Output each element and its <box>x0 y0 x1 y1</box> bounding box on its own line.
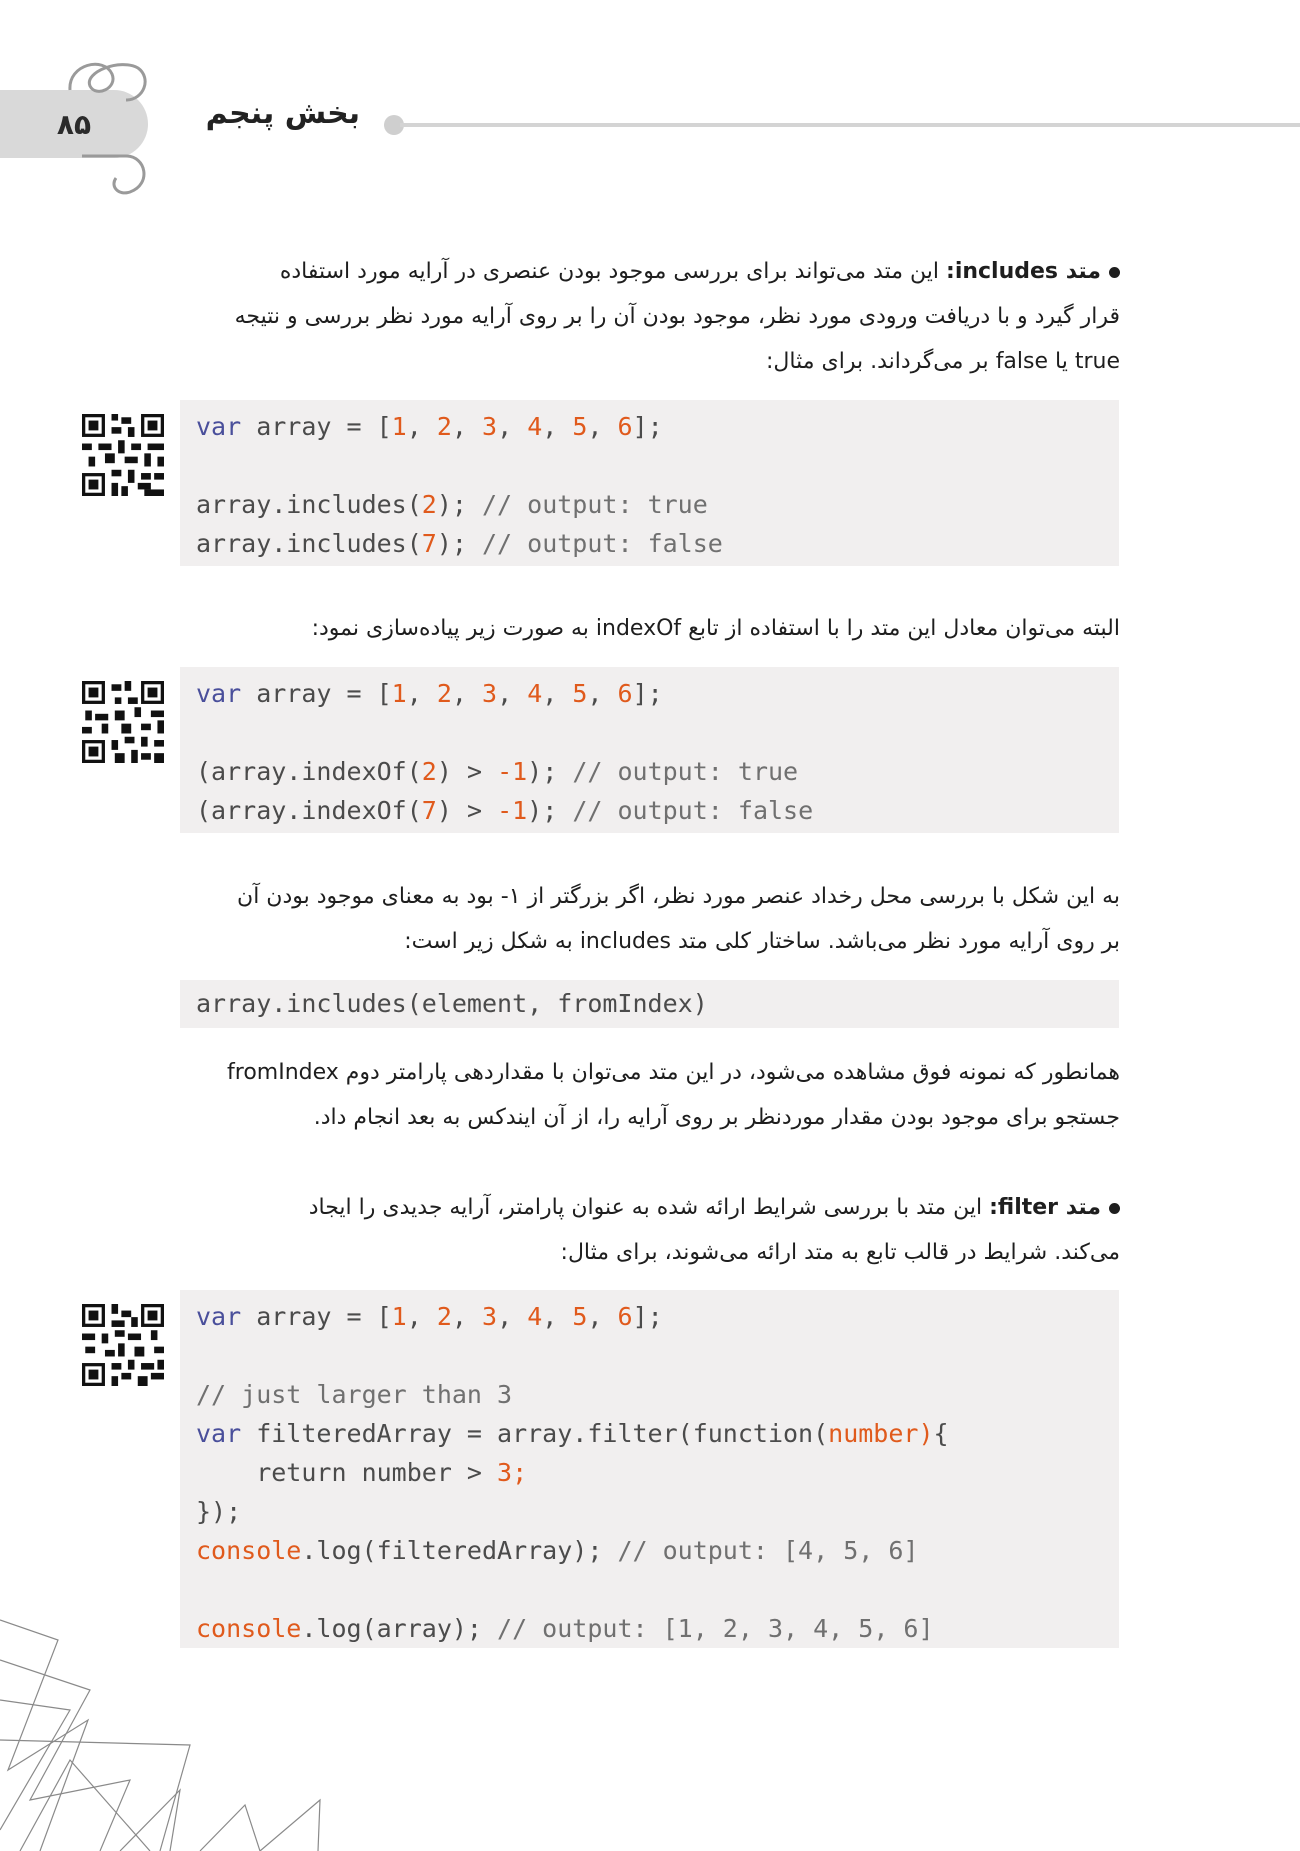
code-token: (array.indexOf( <box>196 796 422 825</box>
explain-paragraph <box>180 874 1120 964</box>
code-token: 7 <box>421 529 437 558</box>
code-token: , <box>497 679 528 708</box>
indexof-intro <box>180 606 1120 651</box>
code-block-syntax <box>180 980 1119 1028</box>
code-token: 5 <box>572 1302 588 1331</box>
paragraph-line: قرار گیرد و با دریافت ورودی مورد نظر، موجود بودن آن را بر روی آرایه مورد نظر بررسی و نتیجه <box>234 304 1120 329</box>
code-token: // just larger than 3 <box>196 1380 513 1409</box>
code-token: 2 <box>436 412 452 441</box>
code-line <box>196 1570 1119 1609</box>
code-token: 6 <box>617 1302 633 1331</box>
header-rule <box>400 123 1300 127</box>
code-token: ) > <box>436 796 498 825</box>
code-token: 2 <box>421 490 437 519</box>
code-token: 1 <box>391 679 407 708</box>
code-token: 2 <box>421 757 437 786</box>
code-token: , <box>451 679 483 708</box>
code-line <box>196 485 1119 524</box>
code-token: var <box>196 412 242 441</box>
code-token: ]; <box>632 1302 663 1331</box>
code-token: ]; <box>632 679 663 708</box>
code-line <box>196 446 1119 485</box>
code-token: filteredArray = array.filter(function( <box>241 1419 829 1448</box>
code-token: ); <box>436 490 482 519</box>
code-token: ); <box>527 796 573 825</box>
code-token: // output: false <box>482 529 723 558</box>
code-token: 3 <box>482 1302 498 1331</box>
code-block-filter <box>180 1290 1119 1648</box>
bullet-icon <box>1109 267 1120 278</box>
code-line <box>196 713 1119 752</box>
code-token: array = [ <box>241 1302 392 1331</box>
code-token: , <box>587 1302 618 1331</box>
code-token: , <box>587 679 618 708</box>
paragraph-line <box>180 1185 1120 1230</box>
fromindex-paragraph <box>180 1050 1120 1140</box>
code-token: 1 <box>391 1302 407 1331</box>
code-token: ]; <box>632 412 663 441</box>
code-line <box>196 1531 1119 1570</box>
code-line <box>196 1453 1119 1492</box>
code-line <box>196 1336 1119 1375</box>
method-label: متد filter: <box>989 1195 1101 1220</box>
paragraph-line: جستجو برای موجود بودن مقدار موردنظر بر روی آرایه را، از آن ایندکس به بعد انجام داد. <box>313 1105 1120 1130</box>
code-token: .log(filteredArray); <box>301 1536 618 1565</box>
code-token: , <box>406 1302 437 1331</box>
code-token: array.includes( <box>196 490 422 519</box>
code-token: console <box>196 1536 302 1565</box>
code-token: // output: false <box>572 796 814 825</box>
paragraph-line: البته می‌توان معادل این متد را با استفاده از تابع indexOf به صورت زیر پیاده‌سازی نمود: <box>311 616 1120 641</box>
code-token: { <box>933 1419 949 1448</box>
paragraph-text: این متد می‌تواند برای بررسی موجود بودن عنصری در آرایه مورد استفاده <box>279 259 939 284</box>
qr-code-icon <box>82 414 164 496</box>
paragraph-text: این متد با بررسی شرایط ارائه شده به عنوان پارامتر، آرایه جدیدی را ایجاد <box>308 1195 983 1220</box>
code-token: var <box>196 1302 242 1331</box>
code-token: , <box>406 412 437 441</box>
bullet-icon <box>1109 1203 1120 1214</box>
code-token: console <box>196 1614 302 1643</box>
code-token: 6 <box>617 679 633 708</box>
code-line <box>196 674 1119 713</box>
code-token: 6 <box>617 412 633 441</box>
filter-paragraph <box>180 1185 1120 1275</box>
code-token: , <box>497 412 528 441</box>
paragraph-line: می‌کند. شرایط در قالب تابع به متد ارائه می‌شوند، برای مثال: <box>560 1240 1120 1265</box>
code-token: 5 <box>572 679 588 708</box>
paragraph-line: به این شکل با بررسی محل رخداد عنصر مورد نظر، اگر بزرگتر از ۱- بود به معنای موجود بودن آن <box>237 884 1120 909</box>
code-token: 7 <box>421 796 437 825</box>
code-token: ) > <box>436 757 498 786</box>
code-line <box>196 984 1119 1023</box>
qr-code-icon <box>82 1304 164 1386</box>
code-line <box>196 1492 1119 1531</box>
code-token: , <box>542 1302 573 1331</box>
code-token: 3 <box>482 412 498 441</box>
code-block-indexof <box>180 667 1119 833</box>
code-token: 4 <box>527 412 543 441</box>
code-token: ); <box>436 529 482 558</box>
code-line <box>196 1609 1119 1648</box>
code-token: number) <box>828 1419 934 1448</box>
code-token: var <box>196 1419 242 1448</box>
code-token: 3; <box>497 1458 528 1487</box>
code-token: return number > <box>196 1458 498 1487</box>
code-token: , <box>497 1302 528 1331</box>
method-label: متد includes: <box>946 259 1101 284</box>
code-token: -1 <box>497 757 528 786</box>
code-token: array.includes(element, fromIndex) <box>196 989 708 1018</box>
code-token: array.includes( <box>196 529 422 558</box>
code-token: (array.indexOf( <box>196 757 422 786</box>
code-line <box>196 1297 1119 1336</box>
code-token: 3 <box>482 679 498 708</box>
qr-code-icon <box>82 681 164 763</box>
code-token: , <box>451 1302 483 1331</box>
code-block-includes <box>180 400 1119 566</box>
code-token: 4 <box>527 679 543 708</box>
code-token: 5 <box>572 412 588 441</box>
code-token: array = [ <box>241 679 392 708</box>
paragraph-line: true یا false بر می‌گرداند. برای مثال: <box>766 349 1120 374</box>
paragraph-line: همانطور که نمونه فوق مشاهده می‌شود، در این متد می‌توان با مقداردهی پارامتر دوم fromIndex <box>227 1060 1120 1085</box>
code-token: , <box>542 679 573 708</box>
code-token: .log(array); <box>301 1614 498 1643</box>
code-line <box>196 752 1119 791</box>
code-token: , <box>542 412 573 441</box>
code-token: // output: true <box>482 490 708 519</box>
code-line <box>196 791 1119 830</box>
page-number: ۸۵ <box>56 107 92 141</box>
paragraph-line: بر روی آرایه مورد نظر می‌باشد. ساختار کلی متد includes به شکل زیر است: <box>404 929 1120 954</box>
code-token: array = [ <box>241 412 392 441</box>
code-token: , <box>587 412 618 441</box>
code-token: }); <box>196 1497 242 1526</box>
code-token: -1 <box>497 796 528 825</box>
code-line <box>196 407 1119 446</box>
paragraph-line <box>180 249 1120 294</box>
code-token: // output: [4, 5, 6] <box>617 1536 919 1565</box>
includes-paragraph <box>180 249 1120 384</box>
code-token: , <box>406 679 437 708</box>
code-token: var <box>196 679 242 708</box>
code-token: ); <box>527 757 573 786</box>
code-line <box>196 524 1119 563</box>
code-token: 2 <box>436 679 452 708</box>
code-token: 1 <box>391 412 407 441</box>
code-token: , <box>451 412 483 441</box>
section-title: بخش پنجم <box>205 96 360 131</box>
geometric-decoration-icon <box>0 1600 330 1851</box>
code-token: // output: true <box>572 757 799 786</box>
code-token: 2 <box>436 1302 452 1331</box>
code-token: 4 <box>527 1302 543 1331</box>
code-token: // output: [1, 2, 3, 4, 5, 6] <box>497 1614 934 1643</box>
code-line <box>196 1375 1119 1414</box>
code-line <box>196 1414 1119 1453</box>
